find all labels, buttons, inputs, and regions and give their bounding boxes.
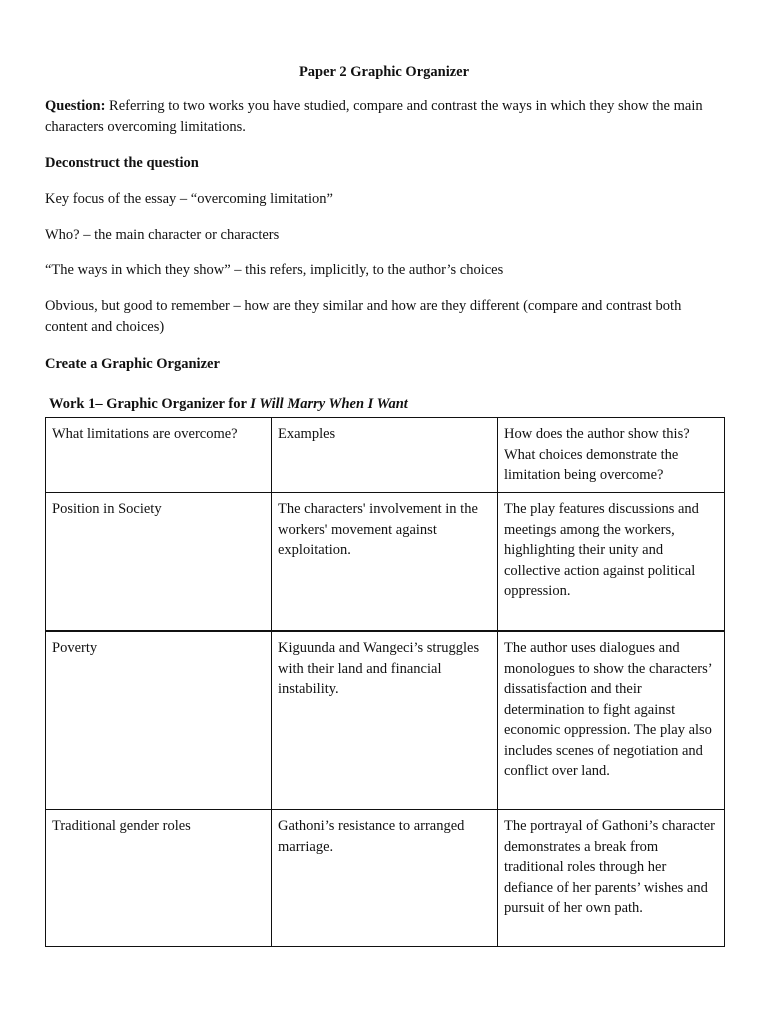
table-cell-example: The characters' involvement in the workers' movement against exploitation. [272,493,498,632]
header-author-choices: How does the author show this? What choices demonstrate the limitation being overcome? [498,418,725,493]
create-heading: Create a Graphic Organizer [45,356,220,372]
table-row [46,810,725,947]
table-row [46,631,725,810]
table-cell-example: Kiguunda and Wangeci’s struggles with their land and financial instability. [272,631,498,810]
table-cell-author-choice: The play features discussions and meetings among the workers, highlighting their unity and collective action against political oppression. [498,493,725,632]
table-row [46,493,725,632]
table-header-row [46,418,725,493]
work1-heading [49,394,729,415]
question-paragraph [45,96,725,138]
header-limitations: What limitations are overcome? [46,418,272,493]
work1-prefix: Work 1– Graphic Organizer for [49,396,251,412]
question-text: Referring to two works you have studied, compare and contrast the ways in which they show the main characters overcoming limitations. [45,98,703,135]
ways-line: “The ways in which they show” – this refers, implicitly, to the author’s choices [45,262,504,278]
graphic-organizer-table [45,417,725,947]
table-cell-limitation: Traditional gender roles [46,810,272,947]
table-cell-limitation: Position in Society [46,493,272,632]
document-title: Paper 2 Graphic Organizer [298,64,470,80]
work1-title: I Will Marry When I Want [250,396,408,412]
table-cell-author-choice: The author uses dialogues and monologues to show the characters’ dissatisfaction and their determination to fight against economic oppression. The play also includes scenes of negotiation and conflict over land. [498,631,725,810]
who-line: Who? – the main character or characters [45,227,280,243]
header-examples: Examples [272,418,498,493]
obvious-paragraph: Obvious, but good to remember – how are they similar and how are they different (compare and contrast both content and choices) [45,298,682,335]
table-cell-example: Gathoni’s resistance to arranged marriage. [272,810,498,947]
question-label: Question: [45,98,106,114]
table-cell-limitation: Poverty [46,631,272,810]
deconstruct-heading: Deconstruct the question [45,155,199,171]
table-cell-author-choice: The portrayal of Gathoni’s character demonstrates a break from traditional roles through her defiance of her parents’ wishes and pursuit of her own path. [498,810,725,947]
key-focus-line: Key focus of the essay – “overcoming limitation” [45,191,333,207]
